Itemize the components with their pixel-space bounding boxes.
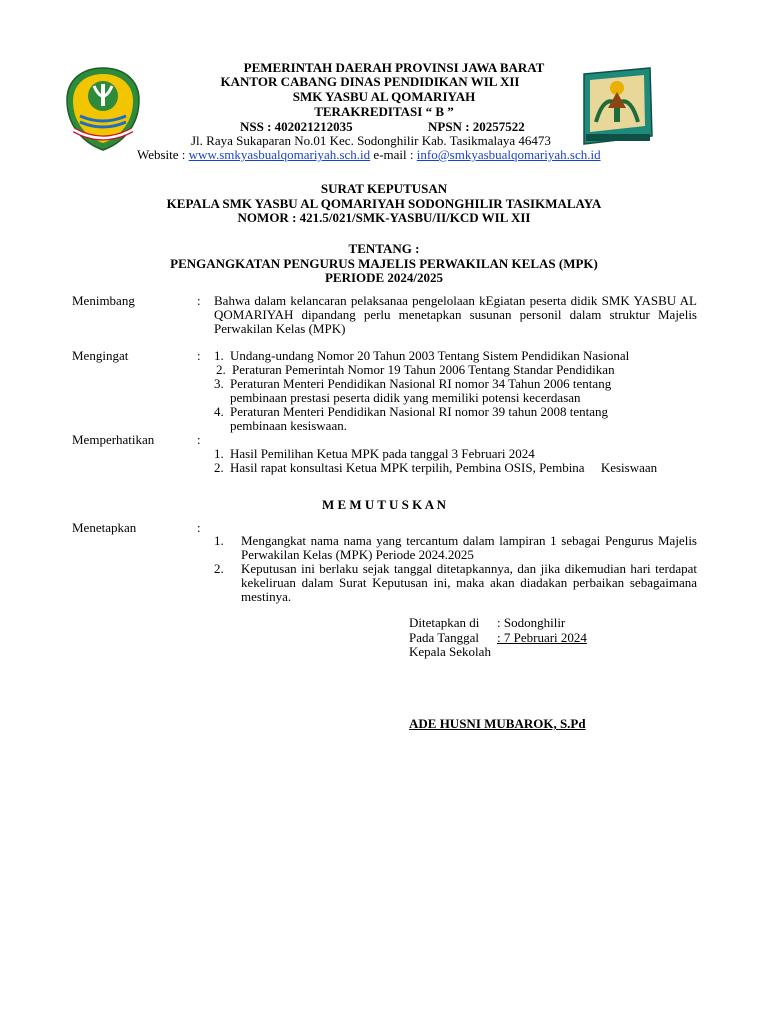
- sign-place-label: Ditetapkan di: [409, 615, 480, 630]
- memutuskan-heading: M E M U T U S K A N: [321, 497, 447, 512]
- list-item: 2. Peraturan Pemerintah Nomor 19 Tahun 2006 Tentang Standar Pendidikan: [216, 362, 615, 377]
- school-address: Jl. Raya Sukaparan No.01 Kec. Sodonghilir Kab. Tasikmalaya 46473: [191, 133, 551, 148]
- list-item: 4. Peraturan Menteri Pendidikan Nasional RI nomor 39 tahun 2008 tentang: [214, 404, 609, 419]
- document-title: SURAT KEPUTUSAN: [320, 181, 448, 196]
- issuer-line: KEPALA SMK YASBU AL QOMARIYAH SODONGHILIR TASIKMALAYA: [166, 196, 602, 211]
- subject-heading: TENTANG :: [348, 241, 420, 256]
- sign-date-value: : 7 Pebruari 2024: [497, 630, 587, 645]
- list-item: 1. Mengangkat nama nama yang tercantum dalam lampiran 1 sebagai Pengurus Majelis Perwakilan Kelas (MPK) Periode 2024.2025: [214, 533, 697, 562]
- website-link[interactable]: www.smkyasbualqomariyah.sch.id: [188, 147, 371, 162]
- website-label: Website :: [137, 147, 189, 162]
- period-line: PERIODE 2024/2025: [324, 270, 444, 285]
- sign-date-label: Pada Tanggal: [409, 630, 479, 645]
- memperhatikan-list: [214, 447, 697, 475]
- subject-line: PENGANGKATAN PENGURUS MAJELIS PERWAKILAN KELAS (MPK): [170, 256, 598, 271]
- email-label: e-mail :: [370, 147, 417, 162]
- menetapkan-list: [214, 534, 697, 604]
- gov-header-line: PEMERINTAH DAERAH PROVINSI JAWA BARAT: [243, 60, 545, 75]
- email-link[interactable]: info@smkyasbualqomariyah.sch.id: [416, 147, 601, 162]
- sign-date-block: [409, 631, 587, 645]
- mengingat-list: [214, 349, 697, 433]
- list-item: 1. Hasil Pemilihan Ketua MPK pada tanggal 3 Februari 2024: [214, 446, 535, 461]
- signatory-name: ADE HUSNI MUBAROK, S.Pd: [409, 716, 586, 731]
- sign-place-value: : Sodonghilir: [497, 615, 566, 630]
- list-item-continuation: pembinaan prestasi peserta didik yang memiliki potensi kecerdasan: [230, 390, 581, 405]
- nss-number: NSS : 402021212035: [240, 119, 353, 134]
- sign-position: Kepala Sekolah: [409, 644, 491, 659]
- list-item-continuation: pembinaan kesiswaan.: [230, 418, 347, 433]
- mengingat-label: Mengingat: [72, 348, 129, 363]
- school-name: SMK YASBU AL QOMARIYAH: [292, 89, 476, 104]
- menetapkan-label: Menetapkan: [72, 520, 137, 535]
- memperhatikan-label: Memperhatikan: [72, 432, 155, 447]
- office-header-line: KANTOR CABANG DINAS PENDIDIKAN WIL XII: [220, 74, 520, 89]
- list-item: 1. Undang-undang Nomor 20 Tahun 2003 Tentang Sistem Pendidikan Nasional: [214, 348, 630, 363]
- contact-line: [137, 148, 601, 162]
- accreditation: TERAKREDITASI “ B ”: [314, 104, 454, 119]
- list-item: 2. Keputusan ini berlaku sejak tanggal ditetapkannya, dan jika dikemudian hari terdapat kekeliruan dalam Surat Keputusan ini, maka akan diadakan perbaikan sebagaimana mestinya.: [214, 561, 697, 604]
- menimbang-label: Menimbang: [72, 293, 135, 308]
- list-item: 2. Hasil rapat konsultasi Ketua MPK terpilih, Pembina OSIS, Pembina Kesiswaan: [214, 460, 658, 475]
- mengingat-colon: :: [197, 348, 201, 363]
- memperhatikan-colon: :: [197, 432, 201, 447]
- list-item: 3. Peraturan Menteri Pendidikan Nasional RI nomor 34 Tahun 2006 tentang: [214, 376, 612, 391]
- menimbang-text: Bahwa dalam kelancaran pelaksanaa pengelolaan kEgiatan peserta didik SMK YASBU AL QOMARIYAH dipandang perlu menetapkan susunan personil dalam struktur Majelis Perwakilan Kelas (MPK): [214, 293, 697, 336]
- menimbang-colon: :: [197, 293, 201, 308]
- decree-number: NOMOR : 421.5/021/SMK-YASBU/II/KCD WIL XII: [237, 210, 531, 225]
- menetapkan-colon: :: [197, 520, 201, 535]
- npsn-number: NPSN : 20257522: [428, 119, 525, 134]
